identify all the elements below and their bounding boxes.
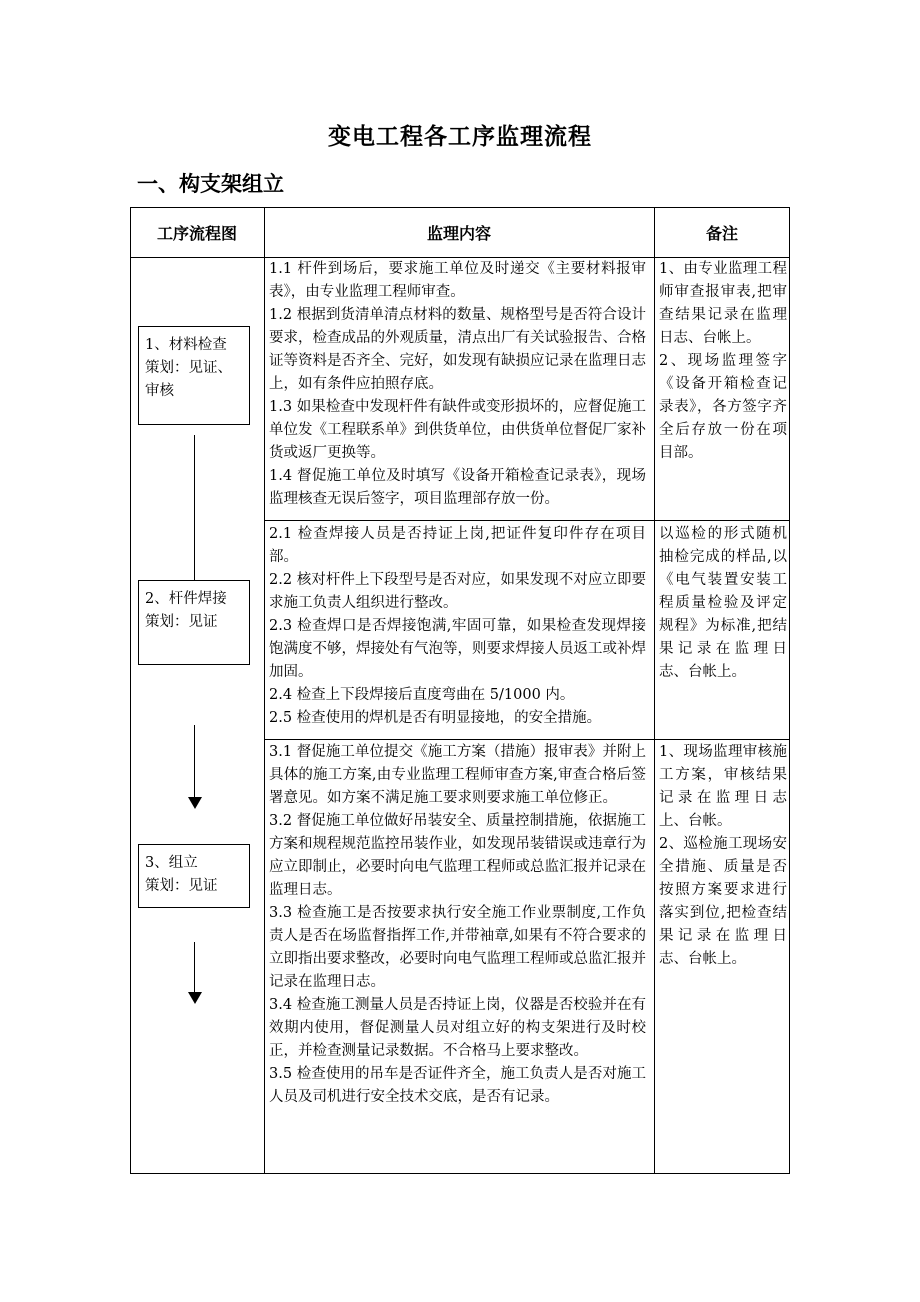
flow-box-label: 策划：见证 xyxy=(145,878,218,894)
remark-item: 1、现场监理审核施工方案，审核结果记录在监理日志上、台帐。 xyxy=(659,744,787,829)
remark-item: 以巡检的形式随机抽检完成的样品,以《电气装置安装工程质量检验及评定规程》为标准,把结果记录在监理日志、台帐上。 xyxy=(659,526,787,680)
content-item: 1.1 杆件到场后，要求施工单位及时递交《主要材料报审表》，由专业监理工程师审查。 xyxy=(269,261,646,300)
content-item: 1.2 根据到货清单清点材料的数量、规格型号是否符合设计要求，检查成品的外观质量，清点出厂有关试验报告、合格证等资料是否齐全、完好，如发现有缺损应记录在监理日志上，如有条件应拍照存底。 xyxy=(269,307,646,392)
column-divider-2 xyxy=(654,207,655,1174)
content-item: 2.4 检查上下段焊接后直度弯曲在 5/1000 内。 xyxy=(269,687,575,703)
content-item: 2.3 检查焊口是否焊接饱满,牢固可靠，如果检查发现焊接饱满度不够，焊接处有气泡等，则要求焊接人员返工或补焊加固。 xyxy=(269,618,646,680)
remark-1 xyxy=(659,258,787,465)
flow-box-label: 3、组立 xyxy=(145,855,198,871)
table-border-left xyxy=(130,207,131,1174)
flow-box-label: 2、杆件焊接 xyxy=(145,591,227,607)
section-heading: 一、构支架组立 xyxy=(137,171,284,196)
flow-arrow xyxy=(188,942,202,1004)
content-item: 3.5 检查使用的吊车是否证件齐全，施工负责人是否对施工人员及司机进行安全技术交底，是否有记录。 xyxy=(269,1066,646,1105)
flow-box-erection xyxy=(138,844,250,908)
table-border-bottom xyxy=(130,1173,790,1174)
flow-box-label: 审核 xyxy=(145,383,174,399)
content-item: 1.3 如果检查中发现杆件有缺件或变形损坏的，应督促施工单位发《工程联系单》到供货单位，由供货单位督促厂家补货或返厂更换等。 xyxy=(269,399,646,461)
flow-box-label: 1、材料检查 xyxy=(145,337,227,353)
remark-item: 1、由专业监理工程师审查报审表,把审查结果记录在监理日志、台帐上。 xyxy=(659,261,787,346)
remark-2 xyxy=(659,523,787,684)
flow-box-label: 策划：见证、 xyxy=(145,360,232,376)
content-item: 2.1 检查焊接人员是否持证上岗,把证件复印件存在项目部。 xyxy=(269,526,646,565)
supervision-content-2 xyxy=(269,523,646,730)
row-divider-1 xyxy=(264,520,790,521)
supervision-content-3 xyxy=(269,741,646,1109)
header-remark: 备注 xyxy=(705,223,738,243)
supervision-content-1 xyxy=(269,258,646,511)
remark-item: 2、巡检施工现场安全措施、质量是否按照方案要求进行落实到位,把检查结果记录在监理日志、台帐上。 xyxy=(659,836,787,967)
page-title: 变电工程各工序监理流程 xyxy=(328,123,592,150)
header-content: 监理内容 xyxy=(426,223,491,243)
content-item: 2.5 检查使用的焊机是否有明显接地，的安全措施。 xyxy=(269,710,602,726)
content-item: 3.3 检查施工是否按要求执行安全施工作业票制度,工作负责人是否在场监督指挥工作,并带袖章,如果有不符合要求的立即指出要求整改，必要时向电气监理工程师或总监汇报并记录在监理日志。 xyxy=(269,905,646,990)
remark-3 xyxy=(659,741,787,971)
flow-box-welding xyxy=(138,580,250,665)
content-item: 3.4 检查施工测量人员是否持证上岗，仪器是否校验并在有效期内使用，督促测量人员对组立好的构支架进行及时校正，并检查测量记录数据。不合格马上要求整改。 xyxy=(269,997,646,1059)
content-item: 2.2 核对杆件上下段型号是否对应，如果发现不对应立即要求施工负责人组织进行整改。 xyxy=(269,572,646,611)
column-divider-1 xyxy=(264,207,265,1174)
content-item: 1.4 督促施工单位及时填写《设备开箱检查记录表》，现场监理核查无误后签字，项目监理部存放一份。 xyxy=(269,468,646,507)
table-border-right xyxy=(789,207,790,1174)
supervision-table xyxy=(130,207,790,1174)
content-item: 3.2 督促施工单位做好吊装安全、质量控制措施，依据施工方案和规程规范监控吊装作业，如发现吊装错误或违章行为应立即制止，必要时向电气监理工程师或总监汇报并记录在监理日志。 xyxy=(269,813,646,898)
header-flow: 工序流程图 xyxy=(156,223,237,243)
row-divider-2 xyxy=(264,739,790,740)
flow-box-label: 策划：见证 xyxy=(145,614,218,630)
remark-item: 2、现场监理签字《设备开箱检查记录表》，各方签字齐全后存放一份在项目部。 xyxy=(659,353,787,461)
flow-arrow xyxy=(188,725,202,809)
content-item: 3.1 督促施工单位提交《施工方案（措施）报审表》并附上具体的施工方案,由专业监理工程师审查方案,审查合格后签署意见。如方案不满足施工要求则要求施工单位修正。 xyxy=(269,744,646,806)
flow-box-material-check xyxy=(138,326,250,425)
